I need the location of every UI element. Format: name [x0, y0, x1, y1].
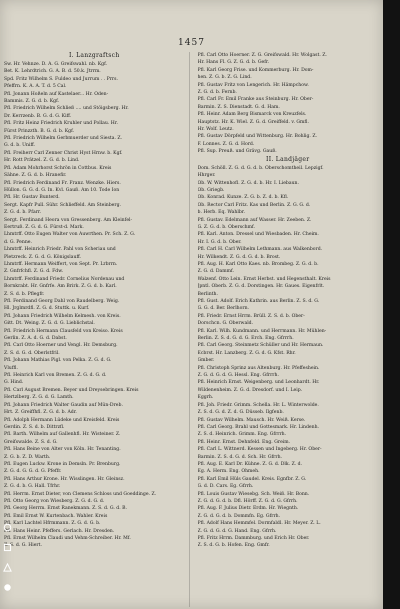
entry-line: Pfl. Adolph Hermann Lüdeke und Kreisfeld. Kreis — [4, 417, 120, 423]
entry-line: Greifswalde. Z. S. d. G. — [4, 439, 58, 445]
entry-line: Hr. Wilkendt. Z. G. d. G. d. b. Brost. — [197, 254, 281, 260]
entry-line: Pfl. Aug. E. Karl Dr. Kühne. Z. G. d. Dlk. Z. d. — [197, 461, 303, 467]
entry-line: Pfl. Otto Georg von Wiesberg. Z. G. d. G. d. — [4, 498, 105, 504]
entry-line: Bet. K. Lehrdtrich. G. A. B. d. 50.k. Jtrrm. — [4, 69, 101, 75]
entry-line: Pfl. Aug. F. Julius Dietr. Erdm. Hr. Wiegnth. — [197, 506, 299, 512]
entry-line: Pfl. Georg Herrm. Ernst Ranekmann. Z. S. d. G. d. B. — [4, 506, 128, 512]
entry-line: Ob. Konrad. Kunze. Z. G. b. Z. d. b. Kfl. — [197, 195, 289, 201]
columns — [4, 52, 378, 607]
entry-line: Z. G. d. G. d. b. Dommfn. Eg. Gfrrh. — [197, 513, 281, 519]
entry-line: Z. G. d. G. d. G. Hessl. Eng. Gfrrrh. — [197, 373, 279, 379]
entry-line: Dom. Schöll. Z. G. d. G. d. b. Oberschomtheil. Lepzigf. — [197, 165, 324, 171]
entry-line: Bornkrabt. Hr. Gnfrfe. Am Brirk. Z. G. d. b. Karl. — [4, 284, 117, 290]
entry-line: Ob. Griegb. — [197, 187, 225, 193]
entry-line: Z. G. d. G. G. d. G. Pfeffr. — [4, 469, 62, 475]
entry-line: Pfl. Gustav Wilhelm. Mausch. Hr. Weiß. Kerse. — [197, 417, 306, 423]
stamp-area — [2, 517, 14, 607]
entry-line: Pfl. Carl Georg. Steinmetz Schüller und Hr. Hermaun. — [197, 343, 324, 349]
entry-line: Pletzreck. Z. G. d. G. Königslauff. — [4, 254, 82, 260]
entry-line: Pfl. Hr. Gustav Bunterd. — [4, 195, 60, 201]
entry-line: Spd. Fritz Wilhelm S. Fuldeo und Jurrum . . Prrs. — [4, 76, 118, 82]
entry-line: Pfl. Fritz Heinz Friedrich Kruhler und Pollau. Hr. — [4, 121, 118, 127]
entry-line: Pfl. Carl H. Carl Wilhelm Lethmann. aus Walkenbord. — [197, 247, 323, 253]
entry-line: Z. S. d. G. Hiert. — [4, 543, 42, 549]
entry-line: Wildenenheim. Z. G. d. Dresdorf. und I. Leip. — [197, 387, 303, 393]
entry-line: Pfl. Heinrich Ernst. Weigenberg. und Leonhardt. Hr. — [197, 380, 320, 386]
entry-line: Pfl. Sup. Preuß. und Grävg. Gauß. — [197, 149, 277, 155]
entry-line: Z. G. d. Dammf. — [197, 269, 234, 275]
entry-line: Hrt. Z. Greiffhfl. Z. G. d. b. Adr. — [4, 410, 77, 416]
stamp-icon — [3, 557, 12, 566]
entry-line: Z. G. b. Z. D. Warth. — [4, 454, 51, 460]
entry-line: Z. S. d. G. b. Hofen. Eng. Gmfr. — [197, 543, 270, 549]
entry-line: Dorschcn. G. Oberwald. — [197, 321, 254, 327]
entry-line: Z. G. d. b. G. Hall. Tfrhr. — [4, 484, 61, 490]
entry-line: Lhmtrff. Heinrich Friedr. Pahl von Scheriau und — [4, 247, 116, 253]
entry-line: Pfl. Karl Emil Hüls Gaudel. Kreis. Egnfbr. Z. G. — [197, 476, 307, 482]
entry-line: Jpntl. Oberb. Z. G. d. Dorstingen. Hr. Gaues. Eigenfrlt. — [197, 284, 325, 290]
entry-line: G. G. d. Ber. Berlhorn. — [197, 306, 250, 312]
entry-line: Hüllon. G. G. d. G. In. Kvl. Gauß. Am 10. Tode Ion — [4, 187, 120, 193]
entry-line: G. Z. G. d. b. Oberschmf. — [197, 224, 255, 230]
page-number: 1457 — [178, 38, 205, 48]
entry-line: Pfl. Hans Heinr. Pfeffers. Gerlach. Hr. Dresden. — [4, 528, 115, 534]
right-column-heading: II. Landjäger — [266, 155, 310, 163]
entry-line: Z. S. d. Heinrich. Grimm. Eng. Gfrrrh. — [197, 432, 287, 438]
entry-line: Hl. Jrglmrdfl. Z. G. d. Stuttk. u. Kurf. — [4, 306, 90, 312]
entry-line: b. Herb. Eq. Wahlbr. — [197, 210, 245, 216]
entry-line: Pfl. Heinr. Adam Berg Bismarck von Kreuzfels. — [197, 112, 307, 118]
entry-line: Pfl. Adam Mohrhorst Schrön in Cottbus. Kreis — [4, 165, 112, 171]
entry-line: Pfl. Aug. H. Karl Otto Kaes. nb. Brombeg. Z. G. d. b. — [197, 261, 319, 267]
entry-line: Hertzlberg. Z. G. d. G. Lamth. — [4, 395, 74, 401]
entry-line: Pfl. Gust. Adolf. Erich Kathrin. aus Berlin. Z. S. d. G. — [197, 299, 320, 304]
entry-line: Sähne. Z. G. d. b. Hranefir. — [4, 173, 67, 179]
entry-line: Pfl. Carl L. Wittnerd. Kessen und Ingeberg. Hr. Ober- — [197, 447, 322, 453]
entry-line: Barmin. Z. S. Dienstadt. G. d. Ham. — [197, 104, 280, 110]
entry-line: Pfl. Emil Ernst W. Kurtenbach. Wahler. Kreis — [4, 513, 108, 519]
entry-line: Pfl. Friedr. Ernst Hrrm. Brüll. Z. S. d. b. Ober- — [197, 313, 305, 319]
entry-line: Pfeffrn. K. A. A. T. d. 5 Cal. — [4, 84, 67, 90]
entry-line: Pfl. Johann Friedrich Walter Gaudin auf Mün-Dreb. — [4, 402, 123, 408]
entry-line: Pfl. Friedrich Hermann Clausfeld von Kreiso. Kreis — [4, 328, 123, 334]
entry-line: Pfl. Hans Arthur Krone. Hr. Wisslingen. Hr. Gleinsz. — [4, 476, 125, 482]
entry-line: Lhmtrff. Hermann Weiffert, von Sept. Pr. Lrbrrn. — [4, 261, 118, 267]
entry-line: Z. S. d. b. Pflegfr. — [4, 291, 45, 297]
viewer-margin — [383, 0, 400, 609]
entry-line: Pfl. Jonann Hoßeln auf Kastelaer... Hr. Oden- — [4, 91, 109, 97]
entry-line: Gerlin. Z. A. d. G. d. Dabst. — [4, 336, 67, 342]
entry-line: Ob. Rector Carl Fritz. Kas und Berlin. Z. G. G. d. — [197, 202, 311, 208]
entry-line: Pfl. Gustav. Edelmann auf Wasser. Hr. Zeeben. Z. — [197, 217, 312, 223]
entry-line: Pfl. Ernst Wilhelm Claudi und Vehm-Schreiber. Hr. Mf. — [4, 536, 131, 541]
entry-line: Pfl. Carl Georg. Brahl und Gottesmark. Hr. Lindenh. — [197, 424, 320, 430]
entry-line: Pfl. Gustav Dörpfeld und Wittenburg. Hr. Bohlig. Z. — [197, 134, 317, 140]
entry-line: G. Hind. — [4, 380, 24, 386]
entry-line: Pfl. Karl Lachtel Hfrmmann. Z. G. d. G. b. — [4, 521, 101, 527]
entry-line: Hr. Rott Prätzel. Z. G. d. b. Lind. — [4, 158, 80, 164]
entry-line: Z. S. d. G. d. Z. d. G. Düsseb. Ilgfenb. — [197, 410, 284, 416]
entry-line: Walzenf. Otto Lein. Ernst Herbst. und Hegensthalt. Kreis — [197, 276, 331, 282]
entry-line: Sw. Hr. Vehnze. D. A. G. Greifswahl. nb. Kgf. — [4, 62, 108, 67]
entry-line: Pfl. Johann Mathias Pigl. von Pelka. Z. G. d. G. — [4, 358, 112, 364]
entry-line: Vluffl. — [4, 365, 18, 371]
entry-line: Z. S. d. G. d. Oberlstfril. — [4, 350, 60, 356]
entry-line: Gmber. — [197, 358, 215, 364]
entry-line: Pfl. Carl Otto Hoerner. Z. G. Greifswald. Hr. Wolgast. Z. — [197, 53, 327, 58]
entry-line: Z. G. d. G. d. b. Dfl. Hörff. Z. G. d. G. Gfrrh. — [197, 498, 298, 504]
entry-line: Pfl. Herrm. Ernst Dieter, von Clemens Schloss und Goeddinge. Z. — [4, 491, 157, 497]
entry-line: Eggrh. — [197, 395, 214, 401]
entry-line: Berlin. Z. S. d. G. d. G. Erch. Eng. Gfrrrh. — [197, 336, 294, 342]
stamp-icon — [3, 517, 12, 526]
entry-line: Pfl. Carl Otto Hoerner und Vengl. Hr. Demsburg. — [4, 343, 118, 349]
entry-line: Pfl. Joh. Friedr. Grimm. Schella. Hr. L. Winterwolde. — [197, 402, 319, 408]
entry-line: Ecbrst. Hr. Lanzberg. Z. G. d. G. Kfst. Rhr. — [197, 350, 296, 356]
entry-line: Z. G. d. b. Fernb. — [197, 90, 237, 96]
entry-line: Hhrger. — [197, 173, 216, 179]
entry-line: Hr. Hans Fl. G. Z. G. d. b. Gefr. — [197, 60, 270, 66]
entry-line: Ob. W. Wittenhofl. Z. G. d. b. Hr. I. Liebaun. — [197, 180, 299, 186]
entry-line: Pfl. Ferdinand Georg Dahl von Raudelberg. Weig. — [4, 299, 120, 304]
stamp-icon — [3, 537, 12, 546]
entry-line: Pfl. Karl. Anton. Dressel und Wiesbaden. Hr. Cheim. — [197, 232, 319, 238]
entry-line: Pfl. Christoph Sprinz aus Altenburg. Hr. Pfeffeshein. — [197, 365, 320, 371]
right-entries — [198, 165, 379, 550]
entry-line: Hr. Wolf. Leutz. — [197, 127, 234, 133]
entry-line: Pfl. Friedrich Ferdinand Fr. Franz. Wenzke. Hiers. — [4, 180, 121, 186]
entry-line: Dr. Kerrzenb. B. G. d. G. Kiff. — [4, 113, 72, 119]
entry-line: Pfl. Fritz Hrrm. Dammburg. und Erich Hr. Ober. — [197, 536, 310, 541]
entry-line: Eertruß. Z. G. d. G. Fürst-d. Mark. — [4, 224, 84, 230]
entry-line: Pfl. Karl. Wilh. Kundmann. und Herrmann. Hr. Mühlen- — [197, 328, 327, 334]
entry-line: Pfl. Louis Gustav Wiesebg. Sch. Weiß. Hr. Bonn. — [197, 491, 310, 497]
entry-line: F. Lonnes. Z. G. d. Hord. — [197, 141, 255, 147]
entry-line: Gerdin. Z. S. d. b. Dittrzfl. — [4, 424, 65, 430]
left-entries — [4, 61, 185, 550]
entry-line: Pfl. Friedrich Wilhelm Schließ .... und Stöigsberg. Hr. — [4, 106, 129, 112]
entry-line: Pfl. Freiherr Carl Zenner Christ Hyst Hrnw. b. Kgf. — [4, 150, 123, 156]
left-column — [4, 52, 190, 607]
entry-line: Pfl. Hans Beine von Alter von Köln. Hr. Tenanting. — [4, 447, 121, 453]
left-column-heading: I. Lanzgraftsch — [69, 52, 120, 59]
entry-line: Pfl. Heinrich Karl von Bremen. Z. G. d. G. d. — [4, 373, 107, 379]
entry-line: Eg. A. Herm. Eng. Ohmeh. — [197, 469, 260, 475]
entry-line: Pfl. Barth. Wilhelm auf Gallenhfl. Hr. Wisteiner. Z. — [4, 432, 121, 438]
entry-line: Pfl. Heinr. Ernst. Dehnfeld. Eng. Greim. — [197, 439, 291, 445]
entry-line: Fürst Prinzzth. B. G. d. b. Kgf. — [4, 128, 75, 134]
stamp-icon — [3, 577, 12, 586]
entry-line: Lhmtrff. Otto Eugen Walter von Auwrthen. Pr. Sch. Z. G. — [4, 232, 136, 238]
entry-line: G. d. D. Cars. Eg. Gfrrh. — [197, 484, 254, 490]
entry-line: G. d. b. Uniff. — [4, 143, 36, 149]
entry-line: Pfl. Carl August Bremen. Beyer und Dreysebringen. Kreis — [4, 387, 139, 393]
right-top-entries — [198, 52, 379, 156]
entry-line: Gitt. Dt. Weing. Z. G. d. G. Lieblichstal. — [4, 321, 95, 327]
entry-line: Z. G. d. G. d. G. Hand. Eng. Gfrrh. — [197, 528, 277, 534]
entry-line: Z. G. d. b. Pfarr. — [4, 210, 42, 216]
entry-line: d. G. Penne. — [4, 239, 32, 245]
entry-line: Pfl. Gustav Fritz von Lengerich. Hr. Hämpchow. — [197, 82, 309, 88]
entry-line: hen. Z. G. b. Z. G. Lind. — [197, 75, 252, 81]
entry-line: Pfl. Johann Friedrich Wilhelm Kelmesh. von Kreis. — [4, 313, 121, 319]
entry-line: Pfl. Eugen Luckw. Krone in Demsln. Pr. Brenburg. — [4, 461, 121, 467]
entry-line: Hauptstz. Hr. K. Wiel. Z. G. d. Greiffeld. v. Gmfl. — [197, 119, 309, 125]
entry-line: Z. Gnfrfchfl. Z. G. d. Fdw. — [4, 269, 64, 275]
entry-line: Berlinth. — [197, 291, 218, 297]
entry-line: Pfl. Karl Georg Frise. und Kommerburg. Hr. Dom- — [197, 67, 314, 73]
entry-line: Pfl. Friedrich Wilhelm Gerbmuerder und Siesta. Z. — [4, 136, 122, 142]
entry-line: Barmin. Z. S. d. G. d. Sch. Hr. Gfrrh. — [197, 454, 282, 460]
entry-line: Pfl. Adolf Hans Hemmfel. Dormfaldl. Hr. Meyer. Z. L. — [197, 521, 321, 527]
right-column — [198, 52, 379, 607]
entry-line: Pfl. Carl Fr. Emil Franke aus Steinburg. Hr. Ober- — [197, 97, 314, 103]
entry-line: Sergt. Ferdinand Heora von Gressenberg. Am Kleinfel- — [4, 217, 133, 223]
entry-line: Bammis. Z. G. d. b. Kgf. — [4, 99, 60, 105]
entry-line: Sergt. Kapfr Pull. Sühr. Schlieffeld. Am Steinberg. — [4, 202, 121, 208]
entry-line: Lhmtrff. Ferdinand Friedr. Cornelius Nordenau und — [4, 276, 125, 282]
entry-line: Hr. I. G. d. b. Ober. — [197, 239, 242, 245]
